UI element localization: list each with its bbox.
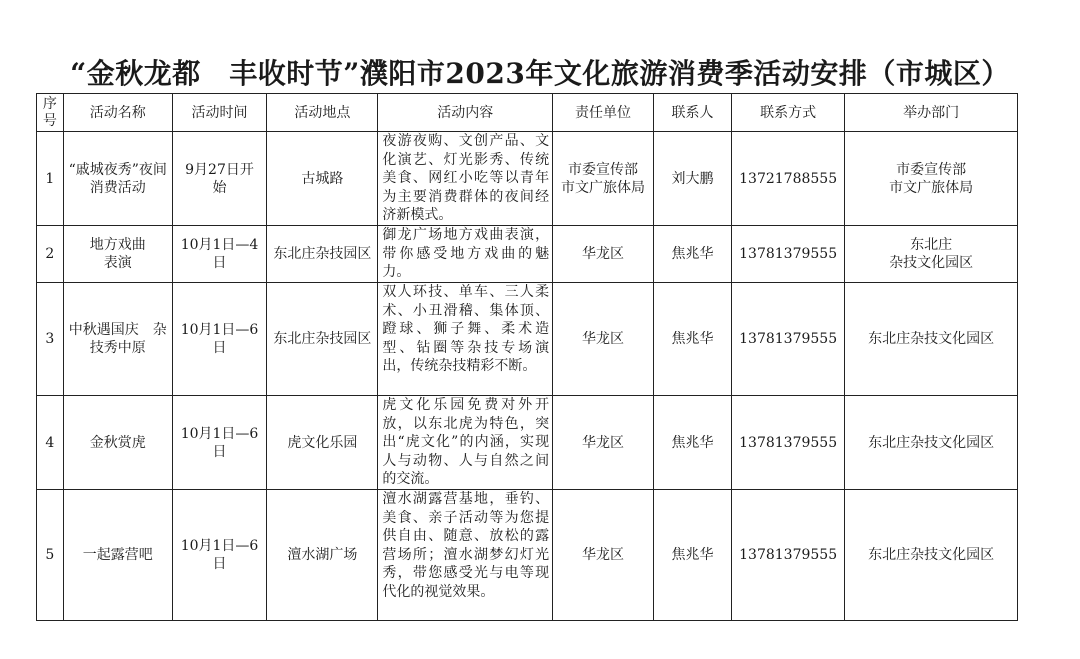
header-organizer: 举办部门: [845, 94, 1018, 132]
cell-activity-name: 中秋遇国庆 杂技秀中原: [63, 283, 172, 396]
cell-activity-content: 虎文化乐园免费对外开放，以东北虎为特色，突出“虎文化”的内涵，实现人与动物、人与自然之间的交流。: [378, 396, 553, 490]
document-title: “金秋龙都 丰收时节”濮阳市2023年文化旅游消费季活动安排（市城区）: [70, 57, 1010, 90]
cell-activity-time: 10月1日—6日: [172, 490, 267, 621]
activity-schedule-table: [36, 93, 1018, 621]
header-seq: 序号: [37, 94, 64, 132]
cell-contact-phone: 13781379555: [732, 283, 845, 396]
cell-activity-place: 虎文化乐园: [267, 396, 378, 490]
cell-seq: 5: [37, 490, 64, 621]
cell-responsible-unit: 华龙区: [553, 226, 654, 283]
cell-organizer: 东北庄杂技文化园区: [845, 283, 1018, 396]
table-row: [37, 283, 1018, 396]
cell-activity-content: 双人环技、单车、三人柔术、小丑滑稽、集体顶、蹬球、狮子舞、柔术造型、钻圈等杂技专场演出，传统杂技精彩不断。: [378, 283, 553, 396]
unit-line: 市委宣传部: [568, 161, 639, 178]
cell-contact-person: 焦兆华: [653, 226, 731, 283]
header-activity-name: 活动名称: [63, 94, 172, 132]
cell-seq: 4: [37, 396, 64, 490]
cell-contact-person: 焦兆华: [653, 490, 731, 621]
cell-activity-time: 10月1日—6日: [172, 396, 267, 490]
table-row: [37, 226, 1018, 283]
cell-activity-place: 古城路: [267, 132, 378, 226]
cell-contact-phone: 13781379555: [732, 226, 845, 283]
cell-contact-phone: 13721788555: [732, 132, 845, 226]
unit-line: 市文广旅体局: [561, 179, 646, 196]
cell-organizer: 东北庄杂技文化园区: [845, 490, 1018, 621]
cell-contact-person: 焦兆华: [653, 396, 731, 490]
cell-responsible-unit: 华龙区: [553, 490, 654, 621]
cell-activity-time: 10月1日—6日: [172, 283, 267, 396]
cell-activity-content: 夜游夜购、文创产品、文化演艺、灯光影秀、传统美食、网红小吃等以青年为主要消费群体的夜间经济新模式。: [378, 132, 553, 226]
header-contact-person: 联系人: [653, 94, 731, 132]
cell-activity-content: 澶水湖露营基地，垂钓、美食、亲子活动等为您提供自由、随意、放松的露营场所；澶水湖梦幻灯光秀，带您感受光与电等现代化的视觉效果。: [378, 490, 553, 621]
header-contact-phone: 联系方式: [732, 94, 845, 132]
cell-activity-time: 10月1日—4日: [172, 226, 267, 283]
header-activity-time: 活动时间: [172, 94, 267, 132]
cell-responsible-unit: 华龙区: [553, 396, 654, 490]
cell-organizer: [845, 132, 1018, 226]
table-row: [37, 396, 1018, 490]
cell-activity-name: 地方戏曲表演: [63, 226, 172, 283]
cell-activity-place: 东北庄杂技园区: [267, 226, 378, 283]
cell-activity-place: 东北庄杂技园区: [267, 283, 378, 396]
cell-seq: 3: [37, 283, 64, 396]
cell-responsible-unit: [553, 132, 654, 226]
cell-activity-name: “戚城夜秀”夜间消费活动: [63, 132, 172, 226]
cell-activity-time: 9月27日开始: [172, 132, 267, 226]
organizer-line: 市委宣传部: [896, 161, 967, 178]
cell-contact-phone: 13781379555: [732, 490, 845, 621]
cell-contact-phone: 13781379555: [732, 396, 845, 490]
cell-contact-person: 刘大鹏: [653, 132, 731, 226]
cell-seq: 2: [37, 226, 64, 283]
cell-activity-content: 御龙广场地方戏曲表演，带你感受地方戏曲的魅力。: [378, 226, 553, 283]
organizer-line: 杂技文化园区: [889, 255, 974, 271]
cell-activity-name: 一起露营吧: [63, 490, 172, 621]
header-activity-content: 活动内容: [378, 94, 553, 132]
cell-organizer: 东北庄杂技文化园区: [845, 396, 1018, 490]
cell-organizer: [845, 226, 1018, 283]
header-activity-place: 活动地点: [267, 94, 378, 132]
table-row: [37, 132, 1018, 226]
cell-seq: 1: [37, 132, 64, 226]
header-responsible-unit: 责任单位: [553, 94, 654, 132]
cell-activity-place: 澶水湖广场: [267, 490, 378, 621]
table-header-row: [37, 94, 1018, 132]
organizer-line: 东北庄: [910, 237, 953, 253]
cell-contact-person: 焦兆华: [653, 283, 731, 396]
organizer-line: 市文广旅体局: [889, 179, 974, 196]
cell-activity-name: 金秋赏虎: [63, 396, 172, 490]
table-row: [37, 490, 1018, 621]
cell-responsible-unit: 华龙区: [553, 283, 654, 396]
